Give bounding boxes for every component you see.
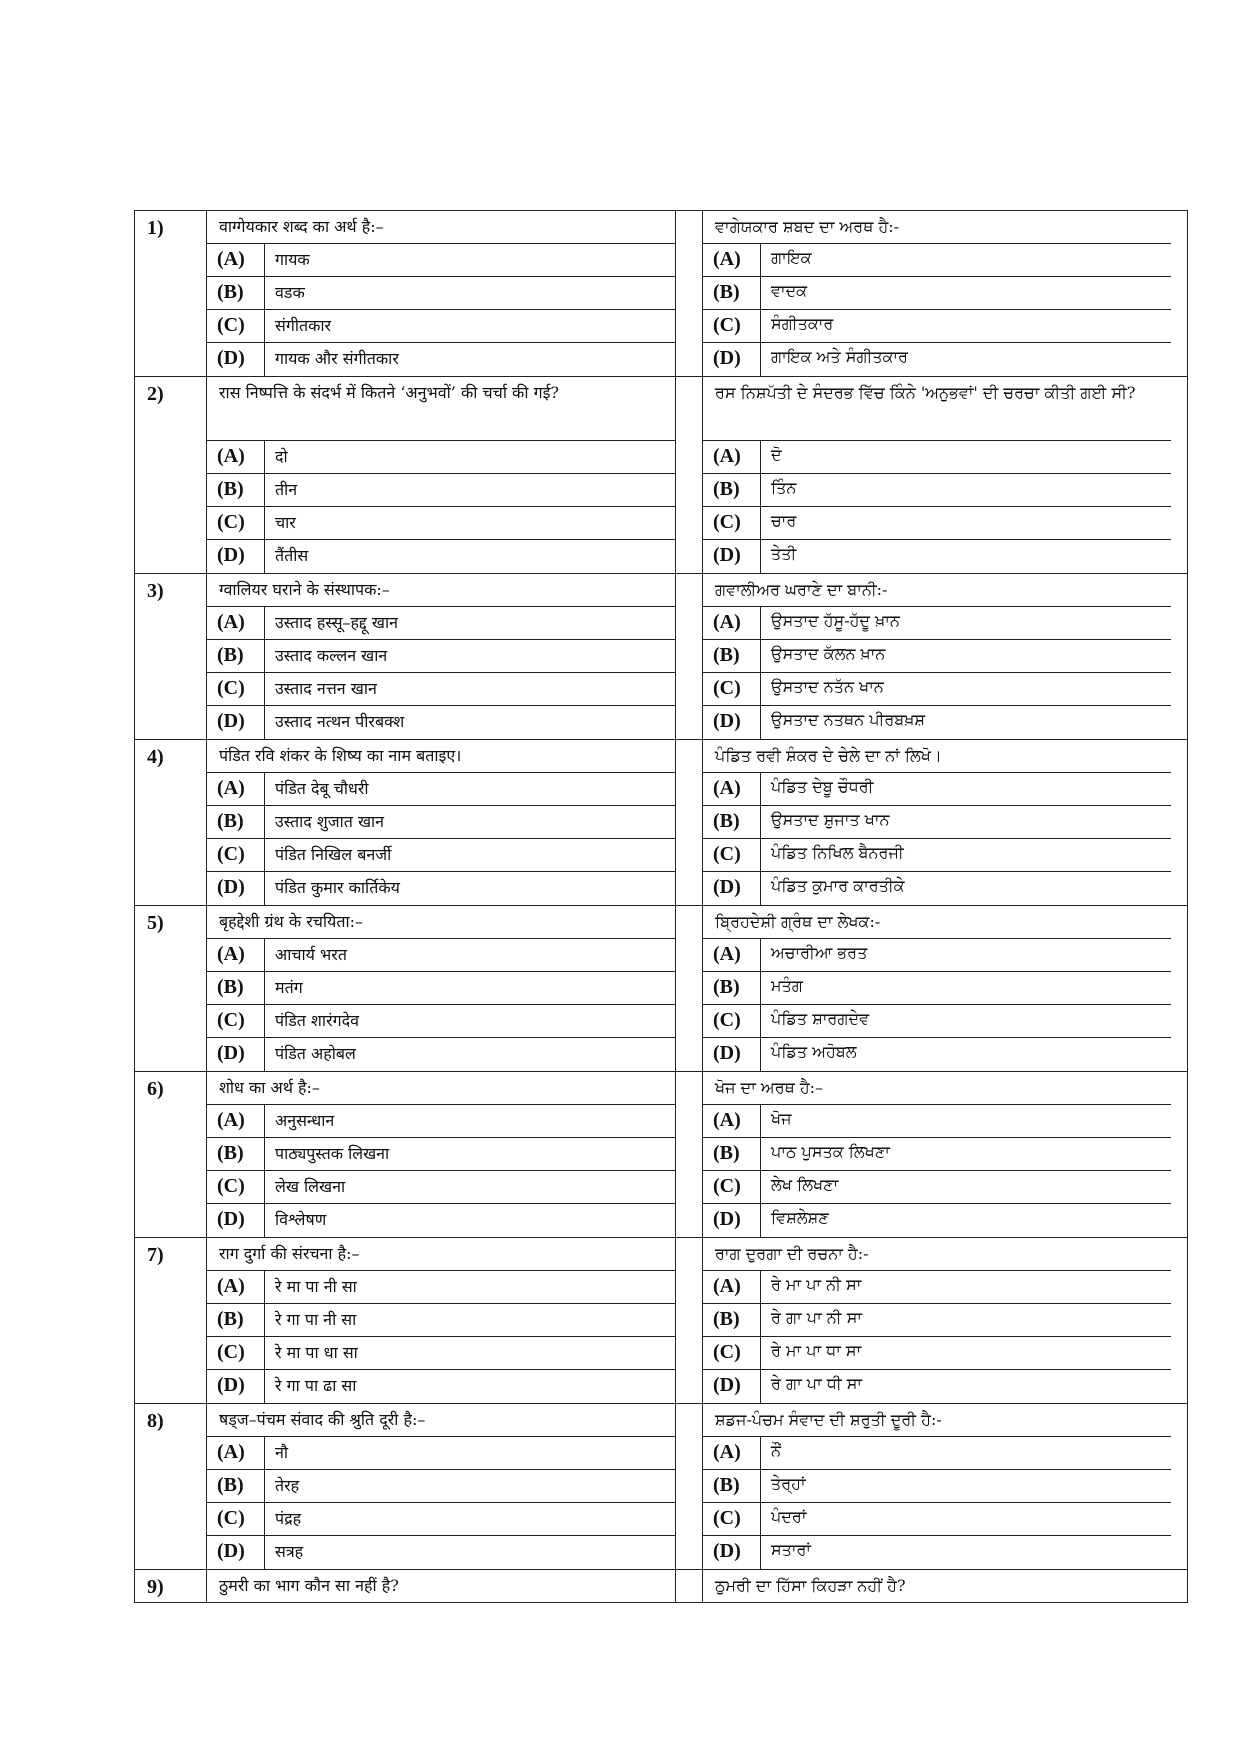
option-text: तेरह	[275, 1476, 300, 1495]
option-label: (D)	[207, 1536, 265, 1569]
option-label: (B)	[703, 1138, 761, 1170]
option-d-hindi	[207, 1370, 675, 1403]
option-c-punjabi	[703, 1005, 1171, 1038]
option-label: (C)	[207, 1171, 265, 1203]
option-text: ਉਸਤਾਦ ਨਤੱਨ ਖਾਨ	[771, 677, 884, 696]
option-text: पंडित शारंगदेव	[275, 1011, 359, 1030]
option-a-hindi	[207, 939, 675, 972]
option-b-punjabi	[703, 1304, 1171, 1337]
option-label: (D)	[207, 1038, 265, 1071]
option-label: (D)	[703, 872, 761, 905]
question-7	[135, 1238, 1187, 1404]
option-label: (C)	[207, 839, 265, 871]
option-d-punjabi	[703, 1370, 1171, 1403]
column-divider	[675, 574, 703, 739]
option-label: (B)	[703, 277, 761, 309]
option-text: ਉਸਤਾਦ ਸ਼ੁਜਾਤ ਖਾਨ	[771, 810, 890, 829]
column-divider	[675, 1072, 703, 1237]
option-label: (B)	[703, 972, 761, 1004]
option-a-punjabi	[703, 1437, 1171, 1470]
option-text: ਪੰਡਿਤ ਅਹੋਬਲ	[771, 1042, 857, 1061]
option-text: ਤੇਰ੍ਹਾਂ	[771, 1474, 806, 1493]
option-d-hindi	[207, 343, 675, 376]
option-text: ਖੋਜ	[771, 1109, 792, 1128]
option-d-punjabi	[703, 1536, 1171, 1569]
option-label: (A)	[703, 1271, 761, 1303]
option-c-hindi	[207, 1503, 675, 1536]
option-b-hindi	[207, 1470, 675, 1503]
question-number: 9)	[135, 1570, 207, 1602]
option-label: (A)	[703, 1105, 761, 1137]
question-text-hindi: शोध का अर्थ है:–	[207, 1072, 675, 1105]
option-text: ਅਚਾਰੀਆ ਭਰਤ	[771, 943, 868, 962]
hindi-column	[207, 211, 675, 376]
hindi-column	[207, 906, 675, 1071]
option-text: ਰੇ ਮਾ ਪਾ ਨੀ ਸਾ	[771, 1275, 862, 1294]
option-text: गायक	[275, 250, 310, 269]
option-text: रे गा पा ढा सा	[275, 1376, 357, 1395]
option-a-punjabi	[703, 773, 1171, 806]
option-d-punjabi	[703, 540, 1171, 573]
option-text: ਉਸਤਾਦ ਕੱਲਨ ਖ਼ਾਨ	[771, 644, 886, 663]
punjabi-column	[703, 1238, 1171, 1403]
column-divider	[675, 211, 703, 376]
option-text: ਨੌਂ	[771, 1441, 782, 1460]
option-text: उस्ताद नत्थन पीरबक्श	[275, 712, 405, 731]
question-text-punjabi: ਵਾਗੇਯਕਾਰ ਸ਼ਬਦ ਦਾ ਅਰਥ ਹੈ:-	[703, 211, 1171, 244]
option-text: ਸਤਾਰਾਂ	[771, 1540, 811, 1559]
option-label: (A)	[703, 939, 761, 971]
option-label: (C)	[207, 310, 265, 342]
option-d-punjabi	[703, 706, 1171, 739]
option-text: तैंतीस	[275, 546, 309, 565]
option-label: (A)	[703, 441, 761, 473]
option-c-hindi	[207, 673, 675, 706]
punjabi-column	[703, 1570, 1171, 1602]
option-label: (B)	[207, 277, 265, 309]
option-label: (C)	[207, 1337, 265, 1369]
column-divider	[675, 906, 703, 1071]
option-c-punjabi	[703, 673, 1171, 706]
question-text-hindi: पंडित रवि शंकर के शिष्य का नाम बताइए।	[207, 740, 675, 773]
option-text: पाठ्यपुस्तक लिखना	[275, 1144, 390, 1163]
option-text: पंडित निखिल बनर्जी	[275, 845, 392, 864]
option-a-punjabi	[703, 939, 1171, 972]
punjabi-column	[703, 1404, 1171, 1569]
option-text: उस्ताद शुजात खान	[275, 812, 385, 831]
option-label: (A)	[207, 441, 265, 473]
option-label: (A)	[703, 607, 761, 639]
option-label: (B)	[703, 806, 761, 838]
option-text: ਪੰਡਿਤ ਸ਼ਾਰਗਦੇਵ	[771, 1009, 870, 1028]
option-label: (C)	[207, 1005, 265, 1037]
question-4	[135, 740, 1187, 906]
option-d-hindi	[207, 1536, 675, 1569]
option-d-hindi	[207, 1204, 675, 1237]
option-label: (D)	[703, 1536, 761, 1569]
punjabi-column	[703, 906, 1171, 1071]
question-1	[135, 211, 1187, 377]
question-number: 3)	[135, 574, 207, 739]
question-table	[134, 210, 1188, 1603]
question-number: 4)	[135, 740, 207, 905]
option-label: (A)	[703, 244, 761, 276]
option-c-hindi	[207, 507, 675, 540]
question-9	[135, 1570, 1187, 1602]
option-text: ਪੰਡਿਤ ਕੁਮਾਰ ਕਾਰਤੀਕੇ	[771, 876, 905, 895]
option-b-hindi	[207, 277, 675, 310]
option-label: (D)	[703, 540, 761, 573]
question-text-punjabi: ਸ਼ਡਜ-ਪੰਚਮ ਸੰਵਾਦ ਦੀ ਸ਼ਰੁਤੀ ਦੂਰੀ ਹੈ:-	[703, 1404, 1171, 1437]
option-text: ਤੇਤੀ	[771, 544, 797, 563]
option-label: (D)	[703, 1370, 761, 1403]
option-c-hindi	[207, 1337, 675, 1370]
option-text: पंद्रह	[275, 1509, 302, 1528]
option-text: नौ	[275, 1443, 289, 1462]
option-label: (B)	[703, 474, 761, 506]
option-label: (B)	[703, 1304, 761, 1336]
option-a-hindi	[207, 607, 675, 640]
hindi-column	[207, 740, 675, 905]
option-text: ਵਾਦਕ	[771, 281, 808, 300]
option-a-punjabi	[703, 1271, 1171, 1304]
column-divider	[675, 377, 703, 573]
option-b-punjabi	[703, 640, 1171, 673]
option-a-punjabi	[703, 244, 1171, 277]
option-text: रे मा पा धा सा	[275, 1343, 358, 1362]
option-c-hindi	[207, 839, 675, 872]
option-text: मतंग	[275, 978, 303, 997]
option-label: (A)	[703, 1437, 761, 1469]
option-label: (B)	[703, 640, 761, 672]
option-label: (A)	[207, 939, 265, 971]
question-text-hindi: ठुमरी का भाग कौन सा नहीं है?	[219, 1576, 399, 1595]
option-text: ਦੋ	[771, 445, 782, 464]
question-number: 7)	[135, 1238, 207, 1403]
option-text: गायक और संगीतकार	[275, 349, 399, 368]
hindi-column	[207, 377, 675, 573]
column-divider	[675, 1238, 703, 1403]
hindi-column	[207, 1404, 675, 1569]
option-label: (A)	[207, 1105, 265, 1137]
option-a-hindi	[207, 773, 675, 806]
option-text: अनुसन्धान	[275, 1111, 335, 1130]
option-label: (C)	[703, 1337, 761, 1369]
column-divider	[675, 1570, 703, 1602]
option-text: लेख लिखना	[275, 1177, 346, 1196]
question-5	[135, 906, 1187, 1072]
option-d-hindi	[207, 540, 675, 573]
question-text-hindi: रास निष्पत्ति के संदर्भ में कितने ‘अनुभवों’ की चर्चा की गई?	[207, 377, 675, 441]
option-a-hindi	[207, 441, 675, 474]
option-c-hindi	[207, 1005, 675, 1038]
option-c-punjabi	[703, 310, 1171, 343]
option-b-hindi	[207, 972, 675, 1005]
option-label: (B)	[703, 1470, 761, 1502]
option-text: वडक	[275, 283, 305, 302]
option-text: दो	[275, 447, 288, 466]
question-text-hindi: वाग्गेयकार शब्द का अर्थ है:–	[207, 211, 675, 244]
option-text: ਤਿੰਨ	[771, 478, 797, 497]
option-c-punjabi	[703, 1171, 1171, 1204]
question-text-punjabi: ਬ੍ਰਿਹਦੇਸ਼ੀ ਗ੍ਰੰਥ ਦਾ ਲੇਖਕ:-	[703, 906, 1171, 939]
option-text: ਰੇ ਗਾ ਪਾ ਧੀ ਸਾ	[771, 1374, 862, 1393]
question-number: 6)	[135, 1072, 207, 1237]
option-d-punjabi	[703, 343, 1171, 376]
option-label: (A)	[703, 773, 761, 805]
option-d-punjabi	[703, 872, 1171, 905]
option-label: (D)	[207, 872, 265, 905]
option-text: संगीतकार	[275, 316, 332, 335]
option-b-punjabi	[703, 972, 1171, 1005]
option-label: (D)	[207, 343, 265, 376]
question-text-punjabi: ਰਾਗ ਦੁਰਗਾ ਦੀ ਰਚਨਾ ਹੈ:-	[703, 1238, 1171, 1271]
question-text-punjabi: ਠੁਮਰੀ ਦਾ ਹਿੱਸਾ ਕਿਹੜਾ ਨਹੀਂ ਹੈ?	[715, 1576, 906, 1595]
question-number: 2)	[135, 377, 207, 573]
punjabi-column	[703, 377, 1171, 573]
option-c-punjabi	[703, 839, 1171, 872]
option-text: पंडित अहोबल	[275, 1044, 356, 1063]
hindi-column	[207, 1570, 675, 1602]
option-c-hindi	[207, 310, 675, 343]
option-c-punjabi	[703, 1337, 1171, 1370]
option-a-punjabi	[703, 1105, 1171, 1138]
option-label: (A)	[207, 244, 265, 276]
option-text: ਗਾਇਕ ਅਤੇ ਸੰਗੀਤਕਾਰ	[771, 347, 908, 366]
option-label: (B)	[207, 1470, 265, 1502]
option-d-hindi	[207, 706, 675, 739]
question-text-punjabi: ਖੋਜ ਦਾ ਅਰਥ ਹੈ:–	[703, 1072, 1171, 1105]
option-text: तीन	[275, 480, 298, 499]
option-text: पंडित कुमार कार्तिकेय	[275, 878, 400, 897]
option-text: ਗਾਇਕ	[771, 248, 812, 267]
option-text: रे मा पा नी सा	[275, 1277, 357, 1296]
option-label: (B)	[207, 806, 265, 838]
option-text: ਉਸਤਾਦ ਨਤਥਨ ਪੀਰਬਖ਼ਸ਼	[771, 710, 926, 729]
option-label: (D)	[703, 343, 761, 376]
question-text-punjabi: ਗਵਾਲੀਅਰ ਘਰਾਣੇ ਦਾ ਬਾਨੀ:-	[703, 574, 1171, 607]
option-a-hindi	[207, 244, 675, 277]
option-text: उस्ताद हस्सू–हद्दू खान	[275, 613, 398, 632]
column-divider	[675, 1404, 703, 1569]
option-label: (D)	[703, 706, 761, 739]
option-c-punjabi	[703, 507, 1171, 540]
option-b-punjabi	[703, 474, 1171, 507]
question-number: 8)	[135, 1404, 207, 1569]
option-label: (C)	[207, 673, 265, 705]
option-text: पंडित देबू चौधरी	[275, 779, 369, 798]
option-text: विश्लेषण	[275, 1210, 327, 1229]
punjabi-column	[703, 1072, 1171, 1237]
punjabi-column	[703, 211, 1171, 376]
option-d-punjabi	[703, 1038, 1171, 1071]
option-label: (D)	[703, 1038, 761, 1071]
option-label: (C)	[703, 507, 761, 539]
option-c-punjabi	[703, 1503, 1171, 1536]
option-label: (C)	[703, 310, 761, 342]
option-label: (B)	[207, 1138, 265, 1170]
option-text: ਪੰਡਿਤ ਨਿਖਿਲ ਬੈਨਰਜੀ	[771, 843, 904, 862]
question-8	[135, 1404, 1187, 1570]
question-number: 1)	[135, 211, 207, 376]
option-label: (C)	[207, 507, 265, 539]
option-a-hindi	[207, 1437, 675, 1470]
option-label: (D)	[207, 1204, 265, 1237]
option-label: (D)	[703, 1204, 761, 1237]
option-text: ਵਿਸ਼ਲੇਸ਼ਣ	[771, 1208, 829, 1227]
option-text: ਸੰਗੀਤਕਾਰ	[771, 314, 834, 333]
option-a-hindi	[207, 1105, 675, 1138]
option-text: सत्रह	[275, 1542, 304, 1561]
option-text: रे गा पा नी सा	[275, 1310, 357, 1329]
question-6	[135, 1072, 1187, 1238]
option-label: (D)	[207, 540, 265, 573]
option-label: (A)	[207, 607, 265, 639]
question-text-hindi: राग दुर्गा की संरचना है:–	[207, 1238, 675, 1271]
option-label: (A)	[207, 773, 265, 805]
option-label: (C)	[703, 1503, 761, 1535]
option-label: (B)	[207, 972, 265, 1004]
column-divider	[675, 740, 703, 905]
option-text: चार	[275, 513, 296, 532]
question-text-hindi: षड्ज–पंचम संवाद की श्रुति दूरी है:–	[207, 1404, 675, 1437]
option-text: ਪੰਦਰਾਂ	[771, 1507, 807, 1526]
option-b-punjabi	[703, 1470, 1171, 1503]
option-a-hindi	[207, 1271, 675, 1304]
question-text-hindi: बृहद्देशी ग्रंथ के रचयिता:–	[207, 906, 675, 939]
option-text: आचार्य भरत	[275, 945, 347, 964]
question-number: 5)	[135, 906, 207, 1071]
option-b-hindi	[207, 474, 675, 507]
option-label: (C)	[207, 1503, 265, 1535]
option-label: (C)	[703, 839, 761, 871]
option-d-hindi	[207, 1038, 675, 1071]
question-text-punjabi: ਪੰਡਿਤ ਰਵੀ ਸ਼ੰਕਰ ਦੇ ਚੇਲੇ ਦਾ ਨਾਂ ਲਿਖੋ।	[703, 740, 1171, 773]
option-b-punjabi	[703, 1138, 1171, 1171]
punjabi-column	[703, 574, 1171, 739]
option-label: (D)	[207, 1370, 265, 1403]
option-text: ਰੇ ਮਾ ਪਾ ਧਾ ਸਾ	[771, 1341, 862, 1360]
option-text: ਰੇ ਗਾ ਪਾ ਨੀ ਸਾ	[771, 1308, 862, 1327]
punjabi-column	[703, 740, 1171, 905]
option-text: ਪੰਡਿਤ ਦੇਬੂ ਚੌਧਰੀ	[771, 777, 874, 796]
hindi-column	[207, 1072, 675, 1237]
option-b-hindi	[207, 1138, 675, 1171]
option-text: ਮਤੰਗ	[771, 976, 803, 995]
question-3	[135, 574, 1187, 740]
option-label: (D)	[207, 706, 265, 739]
question-text-hindi: ग्वालियर घराने के संस्थापक:–	[207, 574, 675, 607]
option-label: (A)	[207, 1271, 265, 1303]
option-a-punjabi	[703, 607, 1171, 640]
option-b-punjabi	[703, 806, 1171, 839]
option-text: ਚਾਰ	[771, 511, 797, 530]
option-label: (A)	[207, 1437, 265, 1469]
option-label: (B)	[207, 474, 265, 506]
option-b-punjabi	[703, 277, 1171, 310]
option-text: ਉਸਤਾਦ ਹੱਸੂ-ਹੱਦੂ ਖ਼ਾਨ	[771, 611, 900, 630]
option-c-hindi	[207, 1171, 675, 1204]
hindi-column	[207, 1238, 675, 1403]
option-d-hindi	[207, 872, 675, 905]
option-label: (B)	[207, 1304, 265, 1336]
question-2	[135, 377, 1187, 574]
option-b-hindi	[207, 806, 675, 839]
hindi-column	[207, 574, 675, 739]
option-text: ਲੇਖ ਲਿਖਣਾ	[771, 1175, 839, 1194]
option-label: (C)	[703, 1005, 761, 1037]
option-b-hindi	[207, 640, 675, 673]
option-label: (C)	[703, 1171, 761, 1203]
option-text: उस्ताद कल्लन खान	[275, 646, 388, 665]
option-text: ਪਾਠ ਪੁਸਤਕ ਲਿਖਣਾ	[771, 1142, 890, 1161]
option-text: उस्ताद नत्तन खान	[275, 679, 377, 698]
option-a-punjabi	[703, 441, 1171, 474]
option-label: (C)	[703, 673, 761, 705]
question-text-punjabi: ਰਸ ਨਿਸ਼ਪੱਤੀ ਦੇ ਸੰਦਰਭ ਵਿੱਚ ਕਿੰਨੇ 'ਅਨੁਭਵਾਂ' ਦੀ ਚਰਚਾ ਕੀਤੀ ਗਈ ਸੀ?	[703, 377, 1171, 441]
option-d-punjabi	[703, 1204, 1171, 1237]
option-label: (B)	[207, 640, 265, 672]
option-b-hindi	[207, 1304, 675, 1337]
